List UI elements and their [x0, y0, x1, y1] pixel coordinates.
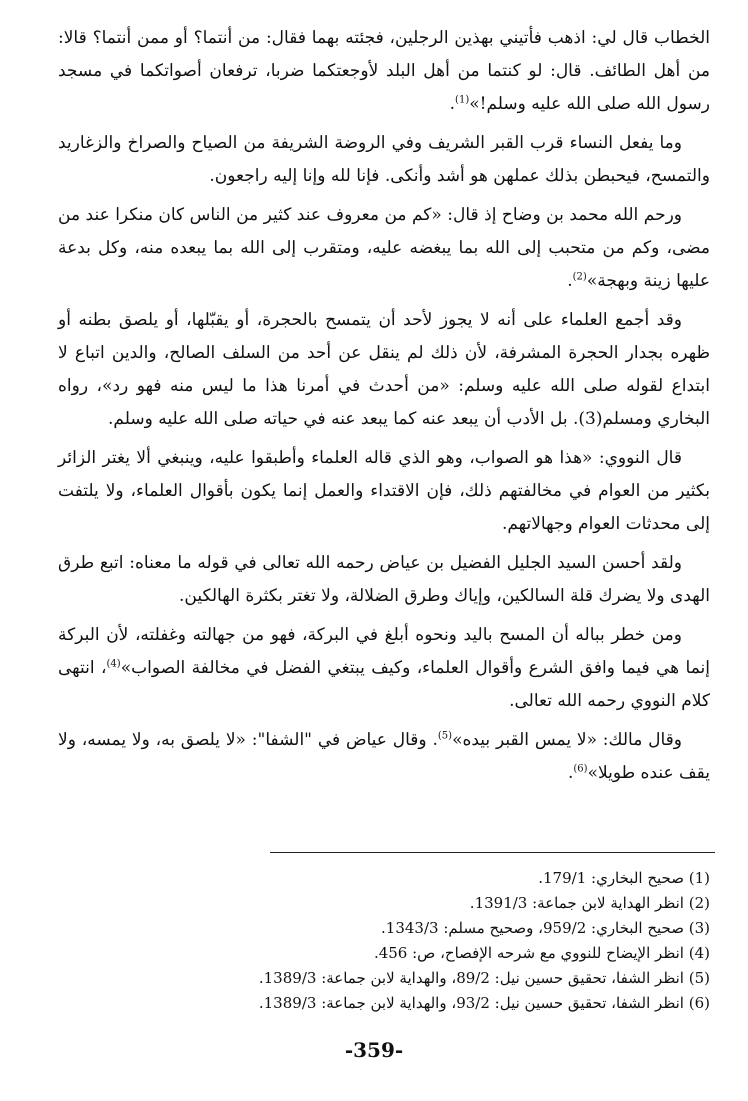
page-number: -359-: [344, 1038, 404, 1062]
paragraph-text: قال النووي: «هذا هو الصواب، وهو الذي قاله العلماء وأطبقوا عليه، وينبغي ألا يغتر الزائر بكثير من العوام في مخالفتهم ذلك، فإن الاقتداء والعمل إنما يكون بأقوال العلماء، ولا يلتفت إلى محدثات العوام وجهالاتهم.: [58, 448, 710, 534]
paragraph-text: وقال مالك: «لا يمس القبر بيده»: [452, 730, 683, 750]
paragraph-1: الخطاب قال لي: اذهب فأتيني بهذين الرجلين، فجئته بهما فقال: من أنتما؟ أو ممن أنتما؟ قالا: من أهل الطائف. قال: لو كنتما من أهل البلد لأوجعتكما ضربا، ترفعان أصواتكما في مسجد رسول الله صلى الله عليه وسلم!»$^{(1)}$.: [58, 28, 710, 114]
footnote-ref: (4): [106, 658, 121, 670]
paragraph-text: وقد أجمع العلماء على أنه لا يجوز لأحد أن يتمسح بالحجرة، أو يقبّلها، أو يلصق بطنه أو ظهره بجدار الحجرة المشرفة، لأن ذلك لم ينقل عن أحد من السلف الصالح، والدين اتباع لا ابتداع لقوله صلى الله عليه وسلم: «من أحدث في أمرنا هذا ما ليس منه فهو رد»، رواه البخاري ومسلم(3). بل الأدب أن يبعد عنه كما يبعد عنه في حياته صلى الله عليه وسلم.: [58, 310, 710, 429]
footnote: (4) انظر الإيضاح للنووي مع شرحه الإفصاح، ص: 456.: [373, 944, 710, 962]
footnote: (5) انظر الشفا، تحقيق حسين نيل: 89/2، والهداية لابن جماعة: 1389/3.: [258, 969, 710, 987]
footnote-ref: (6): [573, 763, 588, 775]
paragraph-6: [58, 547, 710, 613]
footnote: (6) انظر الشفا، تحقيق حسين نيل: 93/2، والهداية لابن جماعة: 1389/3.: [258, 994, 710, 1012]
paragraph-3: ورحم الله محمد بن وضاح إذ قال: «كم من معروف عند كثير من الناس كان منكرا عند من مضى، وكم من متحبب إلى الله بما يبغضه عليه، ومتقرب إلى الله بما يبعده منه، وكل بدعة عليها زينة وبهجة»$^{(2)}$.: [58, 205, 710, 291]
paragraph-7: [58, 619, 710, 718]
paragraph-2: [58, 127, 710, 193]
footnote-ref: (5): [437, 730, 453, 742]
page-body: [58, 22, 710, 796]
footnote-divider: [270, 852, 715, 853]
footnote: (2) انظر الهداية لابن جماعة: 1391/3.: [469, 894, 710, 912]
paragraph-text: وما يفعل النساء قرب القبر الشريف وفي الروضة الشريفة من الصياح والصراخ والزغاريد والتمسح، فيحبطن بذلك عملهن هو أشد وأنكى. فإنا لله وإنا إليه راجعون.: [58, 133, 710, 186]
body-text: [58, 22, 710, 790]
paragraph-4: [58, 304, 710, 436]
paragraph-text: الخطاب قال لي: اذهب فأتيني بهذين الرجلين، فجئته بهما فقال: من أنتما؟ أو ممن أنتما؟ قالا: من أهل الطائف. قال: لو كنتما من أهل البلد لأوجعتكما ضربا، ترفعان أصواتكما في مسجد رسول الله صلى الله عليه وسلم!»: [58, 28, 710, 114]
paragraph-tail: . وقال عياض في "الشفا": «لا يلصق به، ولا يمسه، ولا يقف عنده طويلا»: [58, 730, 710, 783]
paragraph-8: [58, 724, 710, 790]
paragraph-text: ومن خطر بباله أن المسح باليد ونحوه أبلغ في البركة، فهو من جهالته وغفلته، لأن البركة إنما هي فيما وافق الشرع وأقوال العلماء، وكيف يبتغي الفضل في مخالفة الصواب»: [58, 625, 711, 678]
paragraph-text: ورحم الله محمد بن وضاح إذ قال: «كم من معروف عند كثير من الناس كان منكرا عند من مضى، وكم من متحبب إلى الله بما يبغضه عليه، ومتقرب إلى الله بما يبعده منه، وكل بدعة عليها زينة وبهجة»: [58, 205, 710, 291]
footnote-ref: (2): [572, 271, 587, 283]
paragraph-tail: ، انتهى كلام النووي رحمه الله تعالى.: [58, 658, 710, 711]
footnotes: [240, 866, 710, 1016]
paragraph-5: [58, 442, 710, 541]
paragraph-text: ولقد أحسن السيد الجليل الفضيل بن عياض رحمه الله تعالى في قوله ما معناه: اتبع طرق الهدى ولا يضرك قلة السالكين، وإياك وطرق الضلالة، ولا تغتر بكثرة الهالكين.: [58, 553, 710, 606]
footnote-ref: (1): [455, 94, 470, 106]
footnote: (1) صحيح البخاري: 179/1.: [538, 869, 710, 887]
footnote: (3) صحيح البخاري: 959/2، وصحيح مسلم: 1343/3.: [381, 919, 710, 937]
paragraph-tail: .: [567, 763, 574, 783]
